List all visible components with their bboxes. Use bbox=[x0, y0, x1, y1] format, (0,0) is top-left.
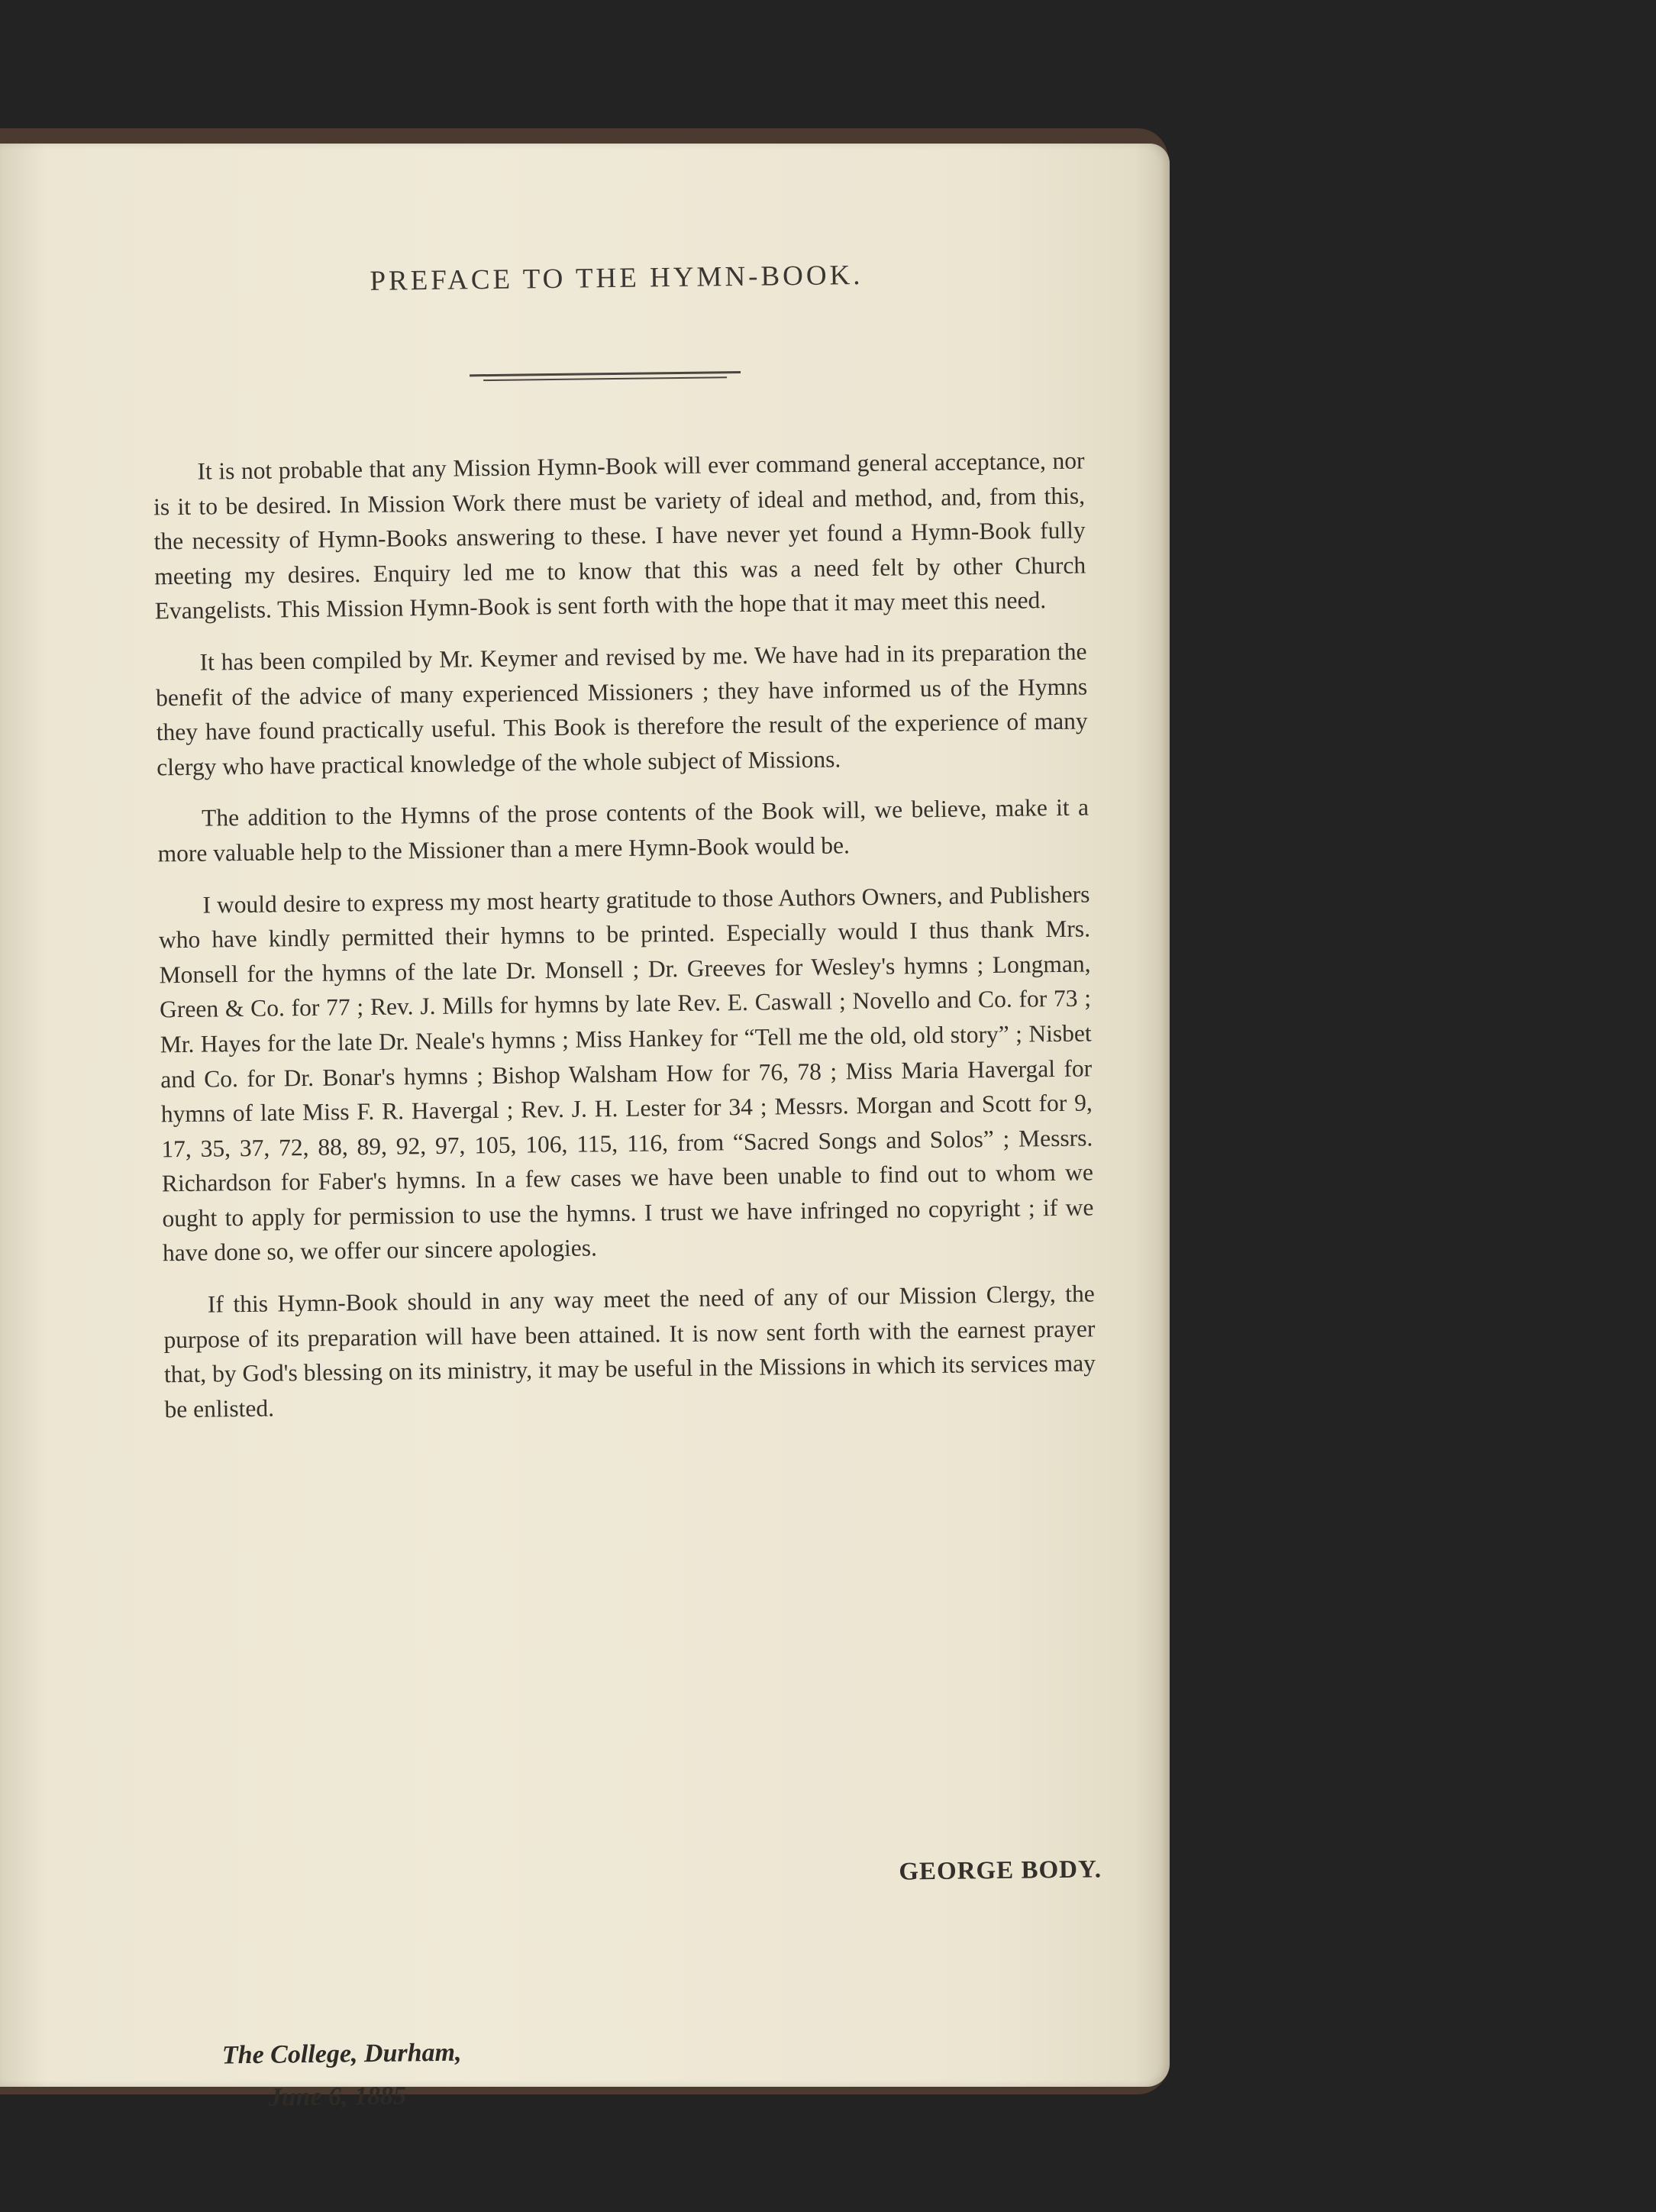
title-divider bbox=[470, 371, 741, 382]
book-page bbox=[0, 144, 1170, 2112]
signature: GEORGE BODY. bbox=[899, 1855, 1102, 1886]
preface-body bbox=[153, 443, 1096, 1443]
paragraph-5: If this Hymn-Book should in any way meet the need of any of our Mission Clergy, the purpose of its preparation will have been attained. It is now sent forth with the earnest prayer that, by God's blessing on its ministry, it may be useful in the Missions in which its services may be enlisted. bbox=[163, 1280, 1096, 1423]
paragraph-4: I would desire to express my most hearty gratitude to those Authors Owners, and Publishers who have kindly permitted their hymns to be printed. Especially would I thus thank Mrs. Monsell for the hymns of the late Dr. Monsell ; Dr. Greeves for Wesley's hymns ; Longman, Green & Co. for 77 ; Rev. J. Mills for hymns by late Rev. E. Caswall ; Novello and Co. for 73 ; Mr. Hayes for the late Dr. Neale's hymns ; Miss Hankey for “Tell me the old, old story” ; Nisbet and Co. for Dr. Bonar's hymns ; Bishop Walsham How for 76, 78 ; Miss Maria Havergal for hymns of late Miss F. R. Havergal ; Rev. J. H. Lester for 34 ; Messrs. Morgan and Scott for 9, 17, 35, 37, 72, 88, 89, 92, 97, 105, 106, 115, 116, from “Sacred Songs and Solos” ; Messrs. Richardson for Faber's hymns. In a few cases we have been unable to find out to whom we ought to apply for permission to use the hymns. I trust we have infringed no copyright ; if we have done so, we offer our sincere apologies. bbox=[158, 880, 1094, 1267]
place-line: The College, Durham, bbox=[221, 2038, 462, 2070]
paragraph-3: The addition to the Hymns of the prose contents of the Book will, we believe, make it a more valuable help to the Missioner than a mere Hymn-Book would be. bbox=[157, 793, 1089, 867]
date-line: June 6, 1885 bbox=[268, 2081, 407, 2112]
place-and-date bbox=[222, 2032, 463, 2120]
page-title: PREFACE TO THE HYMN-BOOK. bbox=[370, 260, 864, 297]
paragraph-2: It has been compiled by Mr. Keymer and revised by me. We have had in its preparation the benefit of the advice of many experienced Missioners ; they have informed us of the Hymns they have found practically useful. This Book is therefore the result of the experience of many clergy who have practical knowledge of the whole subject of Missions. bbox=[155, 638, 1088, 781]
paragraph-1: It is not probable that any Mission Hymn-Book will ever command general acceptance, nor is it to be desired. In Mission Work there must be variety of ideal and method, and, from this, the necessity of Hymn-Books answering to these. I have never yet found a Hymn-Book fully meeting my desires. Enquiry led me to know that this was a need felt by other Church Evangelists. This Mission Hymn-Book is sent forth with the hope that it may meet this need. bbox=[153, 447, 1086, 625]
